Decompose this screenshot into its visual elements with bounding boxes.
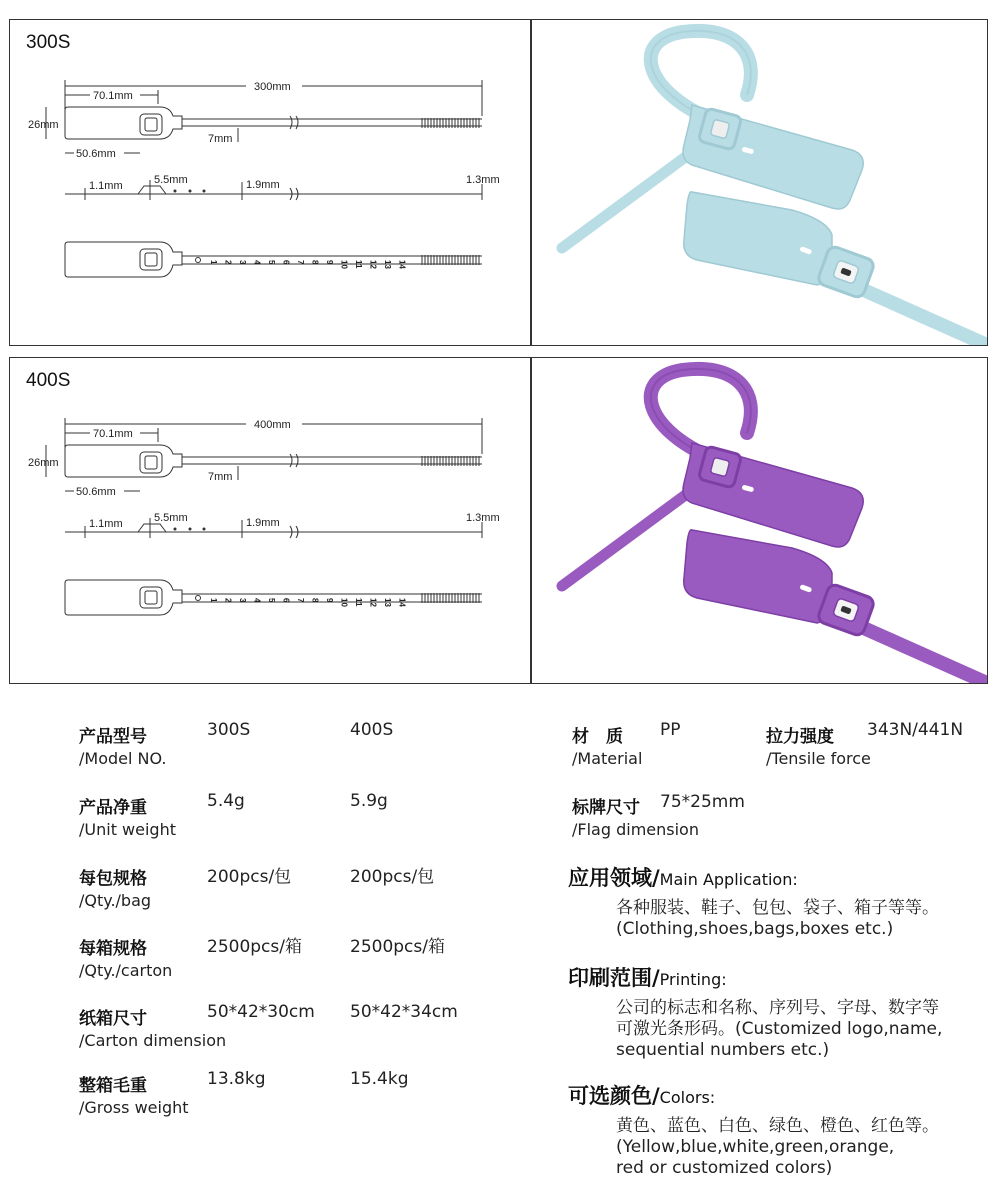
spec-value-400s: 400S <box>350 720 394 740</box>
ruler-number: 4 <box>252 260 262 265</box>
ruler-number: 10 <box>339 598 349 607</box>
colors-title: 可选颜色 <box>568 1084 652 1108</box>
ruler-number: 1 <box>209 598 218 603</box>
tail-label: 7mm <box>208 133 233 145</box>
locking-head <box>140 587 162 608</box>
upper-lock-hole <box>710 119 730 139</box>
application-section: 应用领域/Main Application: 各种服装、鞋子、包包、袋子、箱子等等。 (Clothing,shoes,bags,boxes etc.) <box>568 866 939 939</box>
head-width-label: 70.1mm <box>93 428 133 440</box>
side-head-bump <box>138 186 166 194</box>
spec-row-label <box>79 864 151 910</box>
ruler-number: 12 <box>368 260 378 269</box>
product-photo <box>532 358 987 683</box>
printing-line: sequential numbers etc.) <box>616 1040 830 1060</box>
product-panel-300s <box>9 19 988 346</box>
spec-label-en: /Qty./bag <box>79 891 152 910</box>
spec-row-label <box>79 722 167 768</box>
strap-dot <box>196 258 201 263</box>
spec-label-zh: 产品型号 <box>79 727 147 747</box>
spec-row-label <box>79 1004 226 1050</box>
locking-hole <box>145 118 157 131</box>
ruler-number: 3 <box>238 260 247 265</box>
head-width-label: 70.1mm <box>93 90 133 102</box>
spec-label-en: /Unit weight <box>79 820 176 839</box>
spec-row-label <box>79 1071 189 1117</box>
spec-value-400s: 2500pcs/箱 <box>350 937 445 957</box>
ruler-number: 2 <box>223 260 233 265</box>
spec-label-zh: 每箱规格 <box>79 939 147 959</box>
material-spec <box>572 722 642 768</box>
thick3-label: 1.9mm <box>246 179 280 191</box>
ruler-number: 9 <box>325 260 334 265</box>
ruler-number: 11 <box>354 260 363 269</box>
ruler-number: 9 <box>325 598 334 603</box>
ruler-number: 6 <box>281 260 291 265</box>
height-label: 26mm <box>28 457 59 469</box>
locking-head <box>140 114 162 135</box>
strap-dot <box>196 596 201 601</box>
spec-value-300s: 13.8kg <box>207 1069 266 1089</box>
locking-hole <box>145 591 157 604</box>
application-line: 各种服装、鞋子、包包、袋子、箱子等等。 <box>616 898 939 918</box>
technical-drawing <box>10 20 530 345</box>
ruler-number: 7 <box>296 598 305 603</box>
ruler-number: 12 <box>368 598 378 607</box>
printing-line: 公司的标志和名称、序列号、字母、数字等 <box>616 998 939 1018</box>
height-label: 26mm <box>28 119 59 131</box>
spec-label-en: /Gross weight <box>79 1098 189 1117</box>
tensile-spec <box>766 722 871 768</box>
ruler-number: 14 <box>397 598 407 607</box>
side-bump <box>203 190 206 193</box>
ruler-number: 2 <box>223 598 233 603</box>
ruler-number: 8 <box>310 260 320 265</box>
locking-hole <box>145 456 157 469</box>
spec-label-en: /Carton dimension <box>79 1031 227 1050</box>
flag-width-label: 50.6mm <box>76 148 116 160</box>
upper-lock-hole <box>710 457 730 477</box>
material-value: PP <box>660 720 681 740</box>
ruler-number: 5 <box>267 598 276 603</box>
locking-head <box>140 452 162 473</box>
model-label: 400S <box>26 370 71 391</box>
thick4-label: 1.3mm <box>466 174 500 186</box>
printing-title-en: Printing: <box>659 970 727 989</box>
ruler-number: 13 <box>383 598 392 607</box>
side-head-bump <box>138 524 166 532</box>
tensile-label: 拉力强度 <box>766 727 834 747</box>
thick2-label: 5.5mm <box>154 174 188 186</box>
ruler-number: 14 <box>397 260 407 269</box>
thick3-label: 1.9mm <box>246 517 280 529</box>
thick4-label: 1.3mm <box>466 512 500 524</box>
printing-title: 印刷范围 <box>568 966 652 990</box>
ruler-number: 11 <box>354 598 363 607</box>
spec-value-300s: 200pcs/包 <box>207 867 292 887</box>
colors-section: 可选颜色/Colors: 黄色、蓝色、白色、绿色、橙色、红色等。 (Yellow,blue,white,green,orange, red or customized colors) <box>568 1084 939 1178</box>
flag-label-en: /Flag dimension <box>572 820 699 839</box>
break-symbol <box>290 116 298 129</box>
side-bump <box>189 528 192 531</box>
ruler-number: 7 <box>296 260 305 265</box>
spec-value-300s: 50*42*30cm <box>207 1002 315 1022</box>
spec-label-en: /Qty./carton <box>79 961 173 980</box>
thick1-label: 1.1mm <box>89 518 123 530</box>
side-bump <box>203 528 206 531</box>
thick1-label: 1.1mm <box>89 180 123 192</box>
ruler-number: 6 <box>281 598 291 603</box>
spec-label-en: /Model NO. <box>79 749 167 768</box>
ruler-number: 5 <box>267 260 276 265</box>
printing-section: 印刷范围/Printing: 公司的标志和名称、序列号、字母、数字等 可激光条形码。(Customized logo,name, sequential numbers etc.) <box>568 966 943 1060</box>
ruler-number: 3 <box>238 598 247 603</box>
flag-value: 75*25mm <box>660 792 745 812</box>
ruler-number: 4 <box>252 598 262 603</box>
colors-line: 黄色、蓝色、白色、绿色、橙色、红色等。 <box>616 1116 939 1136</box>
spec-value-300s: 5.4g <box>207 791 245 811</box>
spec-value-300s: 300S <box>207 720 251 740</box>
application-title-en: Main Application: <box>659 870 798 889</box>
side-bump <box>189 190 192 193</box>
spec-value-400s: 5.9g <box>350 791 388 811</box>
locking-hole <box>145 253 157 266</box>
side-bump <box>174 528 177 531</box>
flag-outline-bottom <box>65 242 182 277</box>
spec-value-400s: 200pcs/包 <box>350 867 435 887</box>
thick2-label: 5.5mm <box>154 512 188 524</box>
total-length-label: 300mm <box>254 81 291 93</box>
spec-value-400s: 50*42*34cm <box>350 1002 458 1022</box>
flag-width-label: 50.6mm <box>76 486 116 498</box>
application-line: (Clothing,shoes,bags,boxes etc.) <box>616 919 894 939</box>
spec-label-zh: 纸箱尺寸 <box>79 1009 147 1029</box>
flag-outline <box>65 445 182 477</box>
spec-row-label <box>79 793 176 839</box>
spec-row-label <box>79 934 172 980</box>
technical-drawing <box>10 358 530 683</box>
material-label: 材 质 <box>572 727 623 747</box>
tensile-value: 343N/441N <box>867 720 964 740</box>
application-title: 应用领域 <box>568 866 652 890</box>
ruler-number: 13 <box>383 260 392 269</box>
flag-outline <box>65 107 182 139</box>
product-photo <box>532 20 987 345</box>
product-panel-400s <box>9 357 988 684</box>
ruler-number: 8 <box>310 598 320 603</box>
model-label: 300S <box>26 32 71 53</box>
printing-line: 可激光条形码。(Customized logo,name, <box>616 1019 943 1039</box>
side-bump <box>174 190 177 193</box>
break-symbol <box>290 454 298 467</box>
spec-label-zh: 整箱毛重 <box>79 1076 147 1096</box>
colors-title-en: Colors: <box>659 1088 716 1107</box>
spec-label-zh: 每包规格 <box>79 869 147 889</box>
spec-value-400s: 15.4kg <box>350 1069 409 1089</box>
tail-label: 7mm <box>208 471 233 483</box>
flag-label: 标牌尺寸 <box>572 798 640 818</box>
spec-value-300s: 2500pcs/箱 <box>207 937 302 957</box>
material-label-en: /Material <box>572 749 643 768</box>
ruler-number: 10 <box>339 260 349 269</box>
flag-outline-bottom <box>65 580 182 615</box>
total-length-label: 400mm <box>254 419 291 431</box>
locking-head <box>140 249 162 270</box>
spec-label-zh: 产品净重 <box>79 798 147 818</box>
colors-line: red or customized colors) <box>616 1158 833 1178</box>
tensile-label-en: /Tensile force <box>766 749 871 768</box>
colors-line: (Yellow,blue,white,green,orange, <box>616 1137 895 1157</box>
ruler-number: 1 <box>209 260 218 265</box>
